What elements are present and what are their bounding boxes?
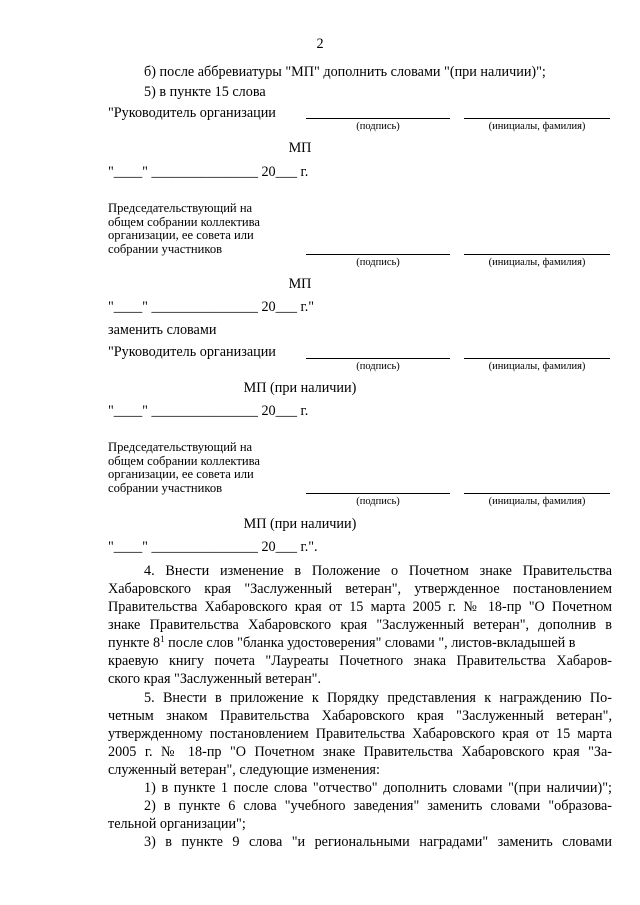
date-line: "____" _______________ 20___ г. — [108, 164, 309, 180]
para4-line: пункте $8^1$ после слов "бланка удостоверения" словами ", листов-вкладышей в — [108, 634, 576, 651]
signature-line — [306, 358, 450, 359]
initials-line — [464, 118, 610, 119]
signature-line — [306, 493, 450, 494]
date-line: "____" _______________ 20___ г. — [108, 403, 309, 419]
mp-label: МП — [288, 276, 312, 292]
initials-line — [464, 493, 610, 494]
signature-line — [306, 254, 450, 255]
para5-line: 5. Внести в приложение к Порядку представления к награждению По- — [144, 690, 612, 706]
para4-line: краевую книгу почета "Лауреаты Почетного знака Правительства Хабаров- — [108, 653, 612, 669]
item-5-line: 5) в пункте 15 слова — [144, 84, 266, 100]
para5-line: служенный ветеран", следующие изменения: — [108, 762, 380, 778]
signature-caption: (подпись) — [356, 257, 400, 268]
mp-if-any-label: МП (при наличии) — [243, 380, 357, 396]
chair-label: Председательствующий на общем собрании коллектива организации, ее совета или собрании участников — [108, 440, 260, 495]
page-number: 2 — [316, 36, 324, 52]
signature-line — [306, 118, 450, 119]
signature-caption: (подпись) — [356, 361, 400, 372]
initials-caption: (инициалы, фамилия) — [488, 361, 586, 372]
replace-with-label: заменить словами — [108, 322, 217, 338]
signature-caption: (подпись) — [356, 496, 400, 507]
date-line: "____" _______________ 20___ г.". — [108, 539, 318, 555]
initials-caption: (инициалы, фамилия) — [488, 257, 586, 268]
item-b-line: б) после аббревиатуры "МП" дополнить словами "(при наличии)"; — [144, 64, 546, 80]
list-item-2-cont: тельной организации"; — [108, 816, 246, 832]
initials-caption: (инициалы, фамилия) — [488, 496, 586, 507]
para4-line: знаке Правительства Хабаровского края "Заслуженный ветеран", дополнив в — [108, 617, 612, 633]
para5-line: четным знаком Правительства Хабаровского края "Заслуженный ветеран", — [108, 708, 612, 724]
manager-label-new: "Руководитель организации — [108, 344, 276, 360]
para5-line: утвержденному постановлением Правительства Хабаровского края от 15 марта — [108, 726, 612, 742]
initials-caption: (инициалы, фамилия) — [488, 121, 586, 132]
list-item-2: 2) в пункте 6 слова "учебного заведения" заменить словами "образова- — [144, 798, 612, 814]
para4-line: Правительства Хабаровского края от 15 марта 2005 г. № 18-пр "О Почетном — [108, 599, 612, 615]
chair-label: Председательствующий на общем собрании коллектива организации, ее совета или собрании участников — [108, 201, 260, 256]
signature-caption: (подпись) — [356, 121, 400, 132]
initials-line — [464, 358, 610, 359]
list-item-3: 3) в пункте 9 слова "и региональными наградами" заменить словами — [144, 834, 612, 850]
initials-line — [464, 254, 610, 255]
date-line: "____" _______________ 20___ г." — [108, 299, 315, 315]
manager-label-old: "Руководитель организации — [108, 105, 276, 121]
para4-line: Хабаровского края "Заслуженный ветеран", утвержденное постановлением — [108, 581, 612, 597]
para4-line: ского края "Заслуженный ветеран". — [108, 671, 322, 687]
mp-if-any-label: МП (при наличии) — [243, 516, 357, 532]
para4-line: 4. Внести изменение в Положение о Почетном знаке Правительства — [144, 563, 612, 579]
list-item-1: 1) в пункте 1 после слова "отчество" дополнить словами "(при наличии)"; — [144, 780, 612, 796]
para5-line: 2005 г. № 18-пр "О Почетном знаке Правительства Хабаровского края "За- — [108, 744, 612, 760]
mp-label: МП — [288, 140, 312, 156]
